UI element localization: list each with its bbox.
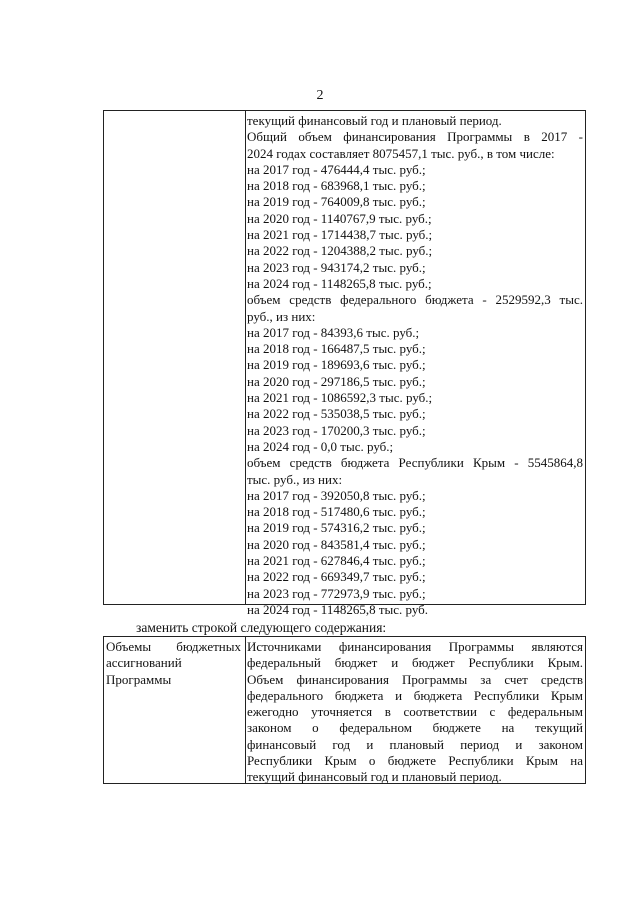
text-line: на 2020 год - 1140767,9 тыс. руб.;: [247, 210, 432, 226]
text-line: финансовый год и плановый период и законом: [247, 736, 583, 752]
text-line: на 2024 год - 0,0 тыс. руб.;: [247, 438, 394, 454]
text-line: Общий объем финансирования Программы в 2017 -: [247, 129, 583, 145]
text-line: на 2023 год - 943174,2 тыс. руб.;: [247, 259, 426, 275]
funding-text-cell: [247, 113, 583, 618]
text-line: на 2017 год - 392050,8 тыс. руб.;: [247, 487, 426, 503]
text-line: законом о федеральном бюджете на текущий: [247, 720, 583, 736]
text-line: на 2020 год - 297186,5 тыс. руб.;: [247, 373, 426, 389]
replacement-instruction: заменить строкой следующего содержания:: [136, 620, 387, 635]
text-line: на 2019 год - 764009,8 тыс. руб.;: [247, 194, 426, 210]
text-line: Объем финансирования Программы за счет средств: [247, 671, 583, 687]
text-line: на 2021 год - 1714438,7 тыс. руб.;: [247, 227, 433, 243]
text-line: объем средств федерального бюджета - 2529592,3 тыс.: [247, 292, 583, 308]
text-line: на 2018 год - 517480,6 тыс. руб.;: [247, 504, 426, 520]
text-line: федерального бюджета и бюджета Республики Крым: [247, 687, 583, 703]
text-line: 2024 годах составляет 8075457,1 тыс. руб., в том числе:: [247, 145, 555, 161]
text-line: на 2021 год - 627846,4 тыс. руб.;: [247, 553, 426, 569]
text-line: на 2024 год - 1148265,8 тыс. руб.;: [247, 275, 432, 291]
text-line: на 2017 год - 476444,4 тыс. руб.;: [247, 161, 426, 177]
text-line: на 2022 год - 669349,7 тыс. руб.;: [247, 569, 426, 585]
text-line: текущий финансовый год и плановый период.: [247, 113, 502, 128]
text-line: на 2019 год - 574316,2 тыс. руб.;: [247, 520, 426, 536]
text-line: текущий финансовый год и плановый период.: [247, 769, 502, 785]
column-divider: [245, 111, 246, 604]
budget-table-new-row: [103, 636, 586, 784]
text-line: тыс. руб., из них:: [247, 471, 343, 487]
text-line: на 2021 год - 1086592,3 тыс. руб.;: [247, 390, 433, 406]
heading-line: Объемы бюджетных: [106, 639, 241, 654]
text-line: объем средств бюджета Республики Крым - 5545864,8: [247, 455, 583, 471]
heading-line: ассигнований: [106, 655, 182, 671]
text-line: на 2018 год - 166487,5 тыс. руб.;: [247, 341, 426, 357]
text-line: Источниками финансирования Программы являются: [247, 639, 583, 654]
funding-sources-cell: [247, 639, 583, 786]
text-line: Республики Крым о бюджете Республики Крым на: [247, 753, 583, 769]
text-line: на 2022 год - 535038,5 тыс. руб.;: [247, 406, 426, 422]
budget-table-old-row: [103, 110, 586, 617]
page-number: 2: [316, 88, 324, 103]
text-line: руб., из них:: [247, 308, 316, 324]
text-line: на 2023 год - 170200,3 тыс. руб.;: [247, 422, 426, 438]
heading-line: Программы: [106, 671, 172, 687]
text-line: на 2020 год - 843581,4 тыс. руб.;: [247, 536, 426, 552]
row-heading-cell: [106, 639, 241, 688]
text-line: федеральный бюджет и бюджет Республики Крым.: [247, 655, 583, 671]
text-line: на 2023 год - 772973,9 тыс. руб.;: [247, 585, 426, 601]
text-line: на 2022 год - 1204388,2 тыс. руб.;: [247, 243, 433, 259]
text-line: на 2017 год - 84393,6 тыс. руб.;: [247, 324, 420, 340]
text-line: на 2024 год - 1148265,8 тыс. руб.: [247, 601, 429, 617]
text-line: ежегодно уточняется в соответствии с федеральным: [247, 704, 583, 720]
column-divider: [245, 637, 246, 783]
text-line: на 2018 год - 683968,1 тыс. руб.;: [247, 178, 426, 194]
text-line: на 2019 год - 189693,6 тыс. руб.;: [247, 357, 426, 373]
